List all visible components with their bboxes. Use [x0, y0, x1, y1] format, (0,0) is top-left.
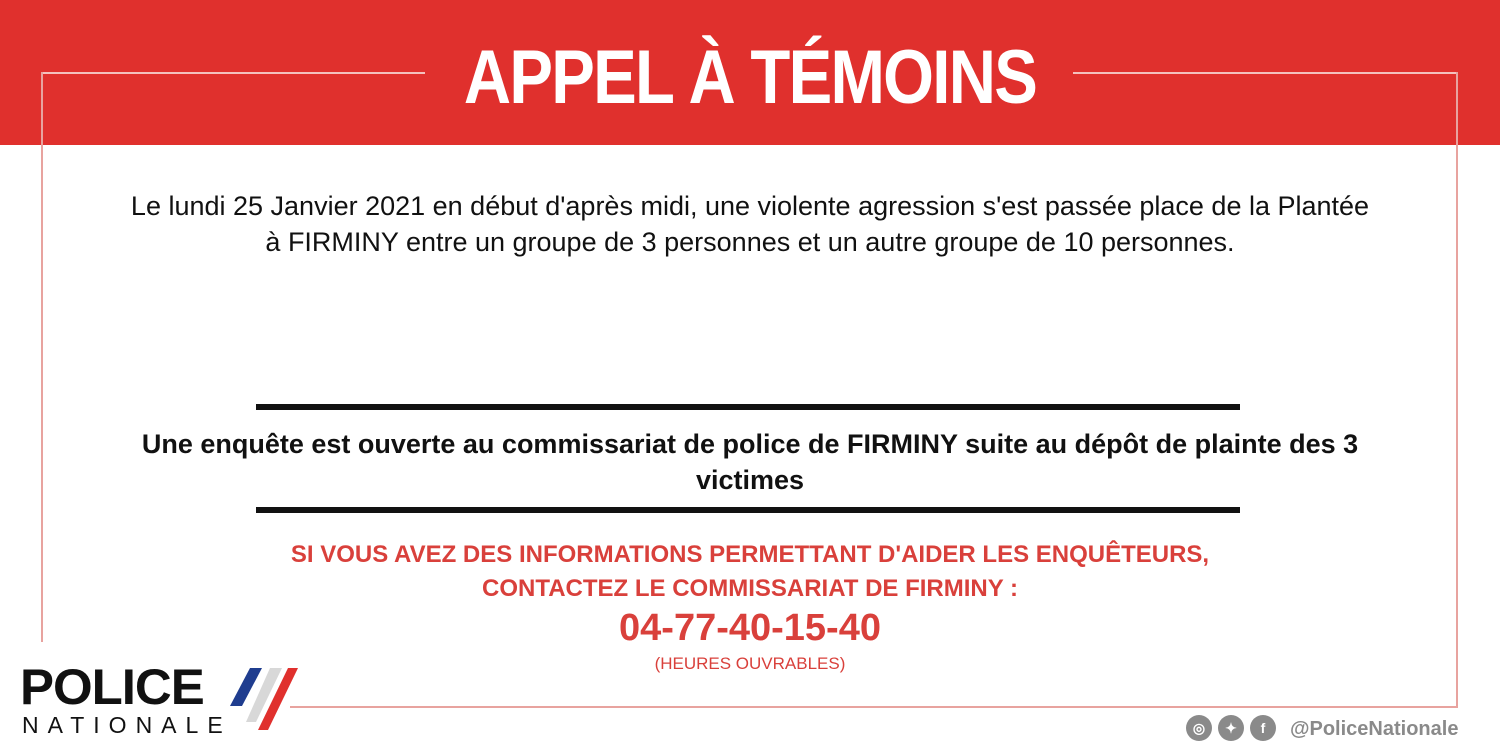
investigation-statement: [40, 426, 1460, 498]
facebook-icon[interactable]: f: [1250, 715, 1276, 741]
investigation-line-1: Une enquête est ouverte au commissariat de police de FIRMINY suite au dépôt de plainte des 3: [141, 429, 1359, 459]
twitter-icon[interactable]: ✦: [1218, 715, 1244, 741]
frame-line-right: [1456, 72, 1458, 708]
logo-nationale-text: NATIONALE: [22, 712, 232, 738]
divider-bottom: [256, 507, 1240, 513]
investigation-line-2: victimes: [695, 465, 805, 495]
frame-line-bottom: [290, 706, 1458, 708]
divider-top: [256, 404, 1240, 410]
tricolor-stripes-icon: [228, 662, 298, 732]
police-nationale-logo: [20, 660, 295, 740]
business-hours-note: (HEURES OUVRABLES): [654, 654, 846, 673]
phone-number[interactable]: 04-77-40-15-40: [619, 607, 881, 649]
incident-line-1: Le lundi 25 Janvier 2021 en début d'après midi, une violente agression s'est passée place de la Plantée: [130, 191, 1370, 221]
frame-line-left: [41, 72, 43, 642]
incident-description: [40, 188, 1460, 260]
instagram-icon[interactable]: ◎: [1186, 715, 1212, 741]
cta-line-1: SI VOUS AVEZ DES INFORMATIONS PERMETTANT D'AIDER LES ENQUÊTEURS,: [290, 541, 1210, 568]
call-to-action: [100, 538, 1400, 606]
cta-line-2: CONTACTEZ LE COMMISSARIAT DE FIRMINY :: [482, 575, 1018, 602]
social-handle[interactable]: @PoliceNationale: [1290, 718, 1459, 740]
incident-line-2: à FIRMINY entre un groupe de 3 personnes et un autre groupe de 10 personnes.: [265, 227, 1235, 257]
logo-police-text: POLICE: [20, 659, 204, 715]
page-title: APPEL À TÉMOINS: [463, 35, 1037, 120]
